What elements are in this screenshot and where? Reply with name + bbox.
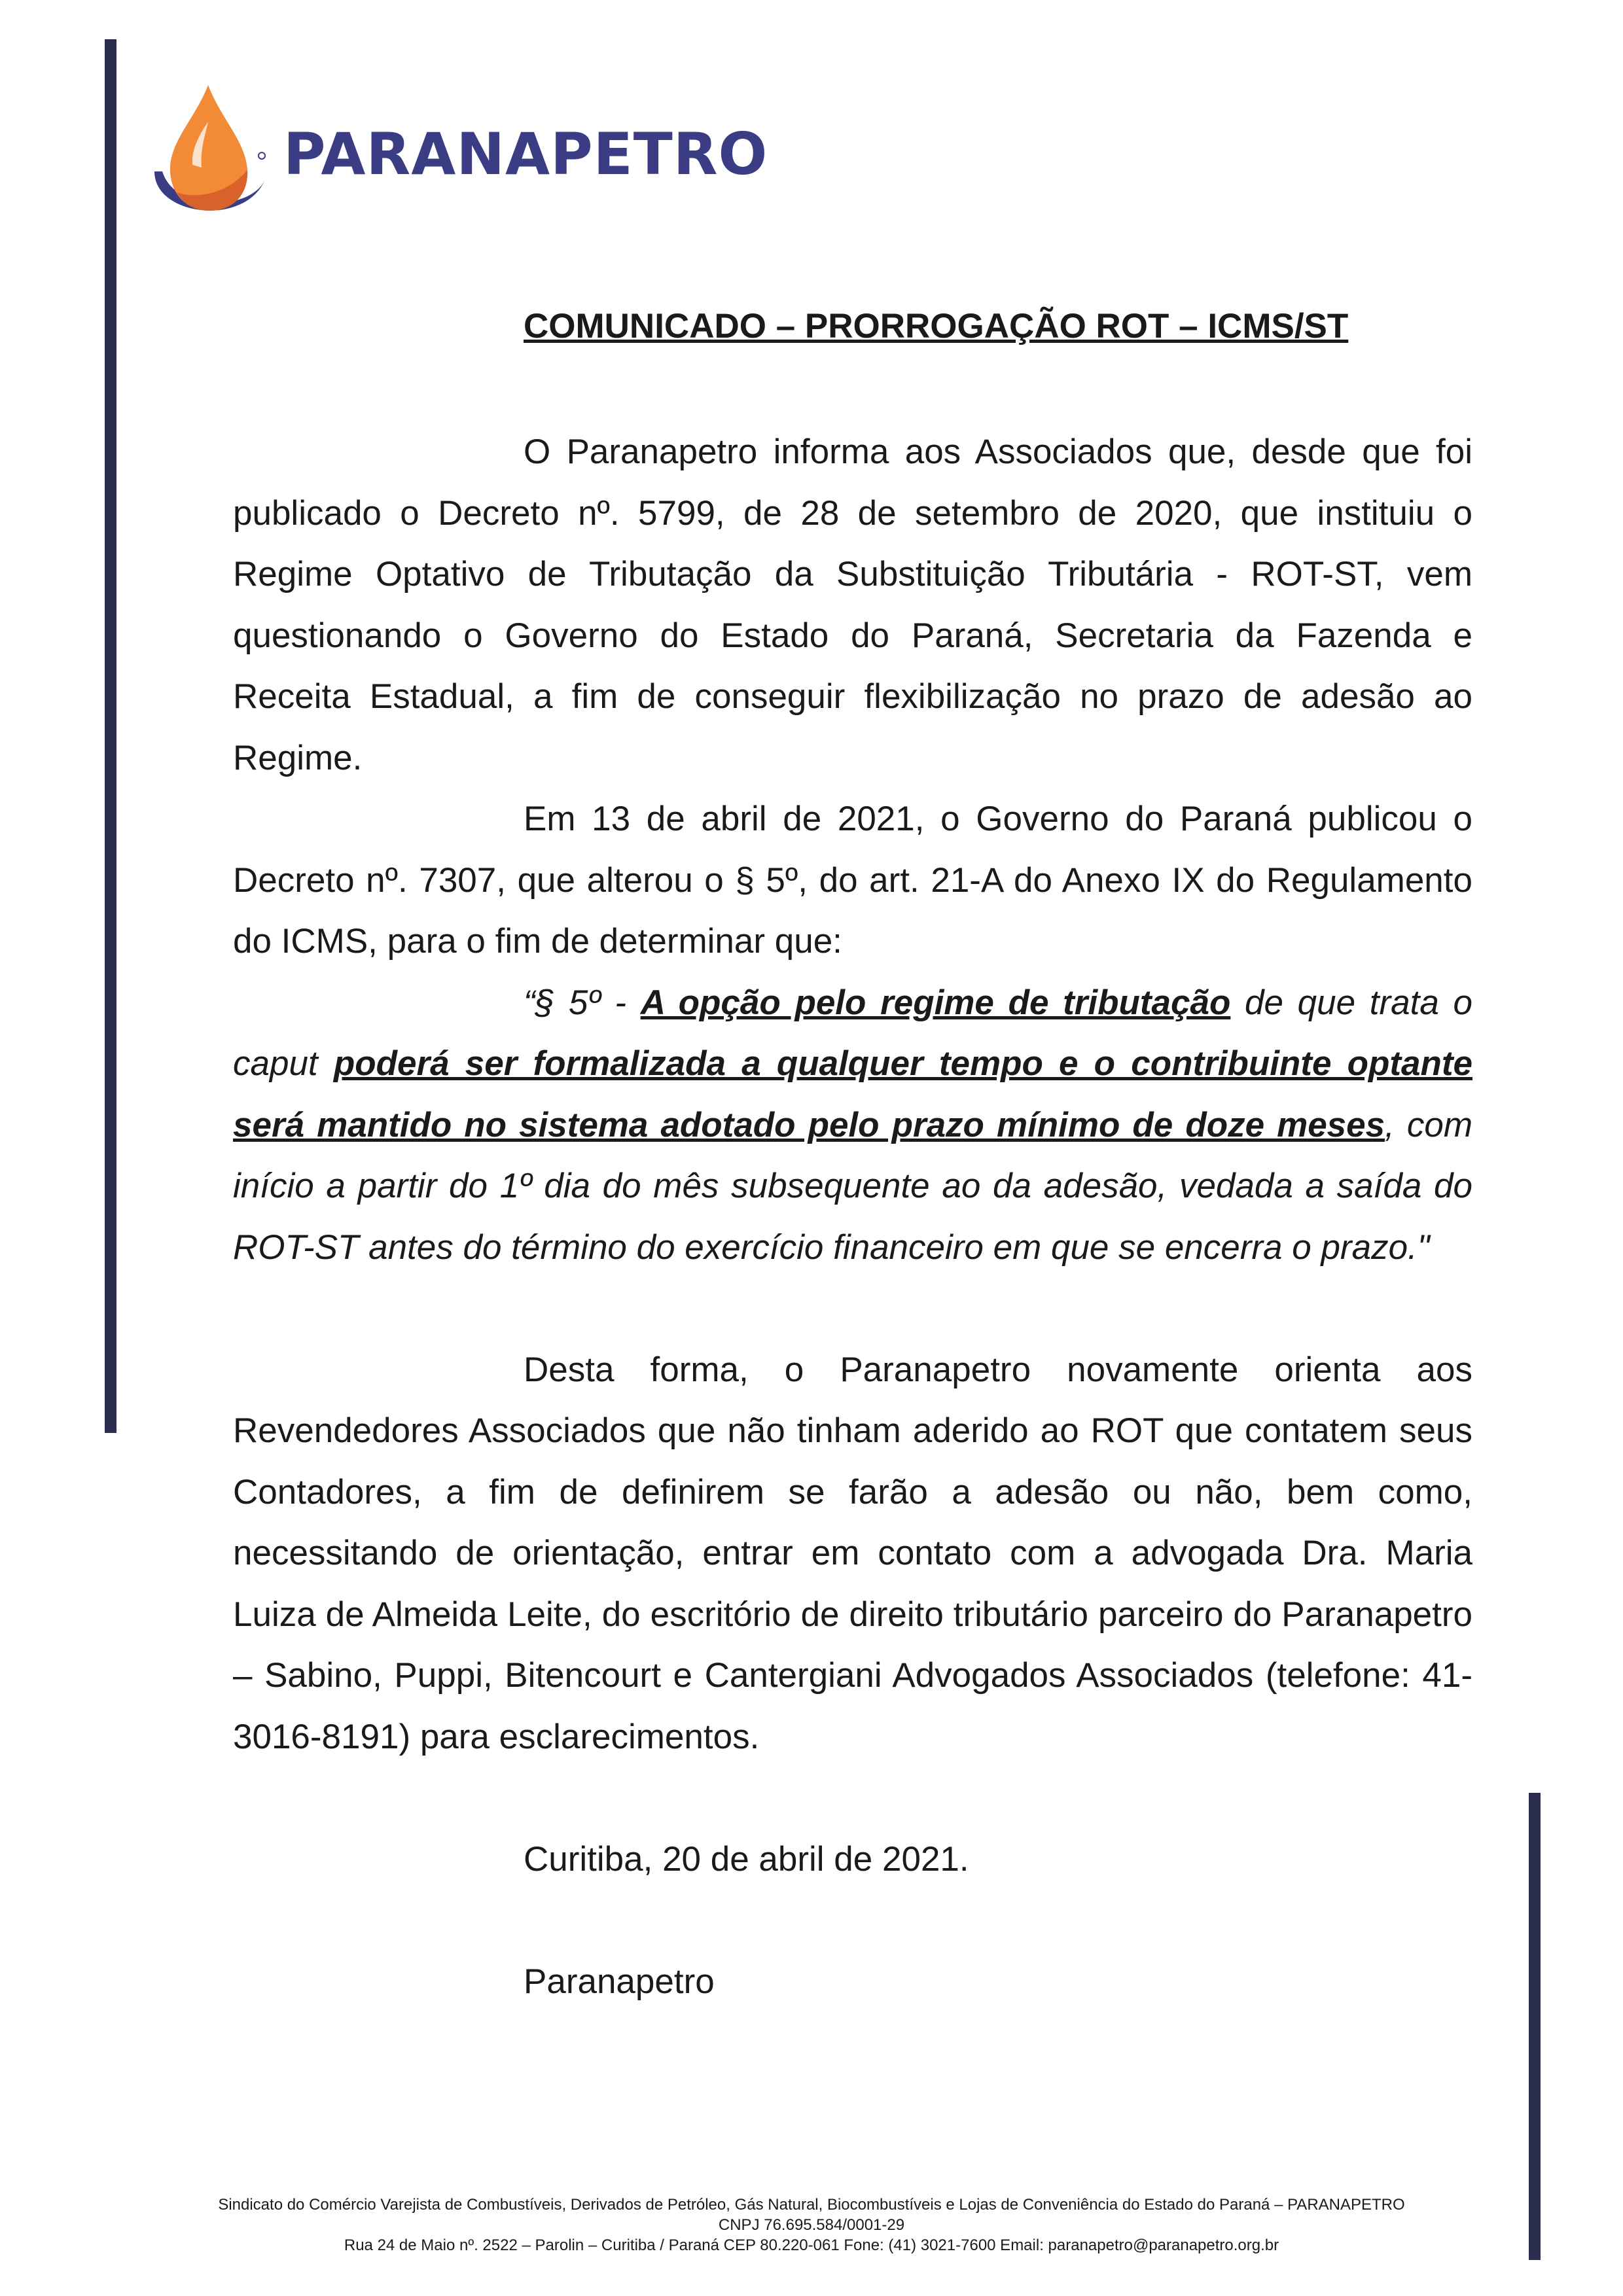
footer-address: Rua 24 de Maio nº. 2522 – Parolin – Curitiba / Paraná CEP 80.220-061 Fone: (41) 3021-7600 Email: paranapetro@paranapetro.org.br [344, 2236, 1279, 2254]
place-date: Curitiba, 20 de abril de 2021. [524, 1839, 969, 1879]
quote-part: , com início a partir do 1º dia do mês subsequente ao da adesão, vedada a saída do ROT-ST antes do término do exercício financeiro em que se encerra o prazo." [233, 1105, 1473, 1267]
left-accent-bar [105, 39, 116, 1433]
document-title: COMUNICADO – PRORROGAÇÃO ROT – ICMS/ST [524, 307, 1349, 345]
paranapetro-logo [149, 80, 804, 230]
paragraph-decree: Em 13 de abril de 2021, o Governo do Paraná publicou o Decreto nº. 7307, que alterou o § 5º, do art. 21-A do Anexo IX do Regulamento do ICMS, para o fim de determinar que: [233, 800, 1472, 961]
quote-emphasis: poderá ser formalizada a qualquer tempo e o contribuinte optante será mantido no sistema adotado pelo prazo mínimo de doze meses [233, 1044, 1472, 1144]
paragraph-guidance: Desta forma, o Paranapetro novamente orienta aos Revendedores Associados que não tinham aderido ao ROT que contatem seus Contadores, a fim de definirem se farão a adesão ou não, bem como, necessitando de orientação, entrar em contato com a advogada Dra. Maria Luiza de Almeida Leite, do escritório de direito tributário parceiro do Paranapetro – Sabino, Puppi, Bitencourt e Cantergiani Advogados Associados (telefone: 41-3016-8191) para esclarecimentos. [233, 1350, 1472, 1756]
brand-name: PARANAPETRO [283, 120, 768, 188]
footer-organization: Sindicato do Comércio Varejista de Combustíveis, Derivados de Petróleo, Gás Natural, Biocombustíveis e Lojas de Conveniência do Estado do Paraná – PARANAPETRO [218, 2196, 1405, 2214]
paragraph-intro: O Paranapetro informa aos Associados que, desde que foi publicado o Decreto nº. 5799, de 28 de setembro de 2020, que instituiu o Regime Optativo de Tributação da Substituição Tributária - ROT-ST, vem questionando o Governo do Estado do Paraná, Secretaria da Fazenda e Receita Estadual, a fim de conseguir flexibilização no prazo de adesão ao Regime. [233, 433, 1472, 777]
right-accent-bar [1529, 1793, 1541, 2260]
quote-emphasis: A opção pelo regime de tributação [640, 983, 1231, 1022]
decree-quote [233, 972, 1472, 1279]
footer-cnpj: CNPJ 76.695.584/0001-29 [718, 2216, 905, 2234]
quote-part: de que trata o caput [233, 983, 1472, 1083]
oil-drop-icon [149, 80, 274, 230]
signature: Paranapetro [524, 1962, 715, 2001]
quote-part: “§ 5º - [524, 983, 641, 1022]
footer [0, 2195, 1623, 2255]
document-body [233, 421, 1472, 2012]
